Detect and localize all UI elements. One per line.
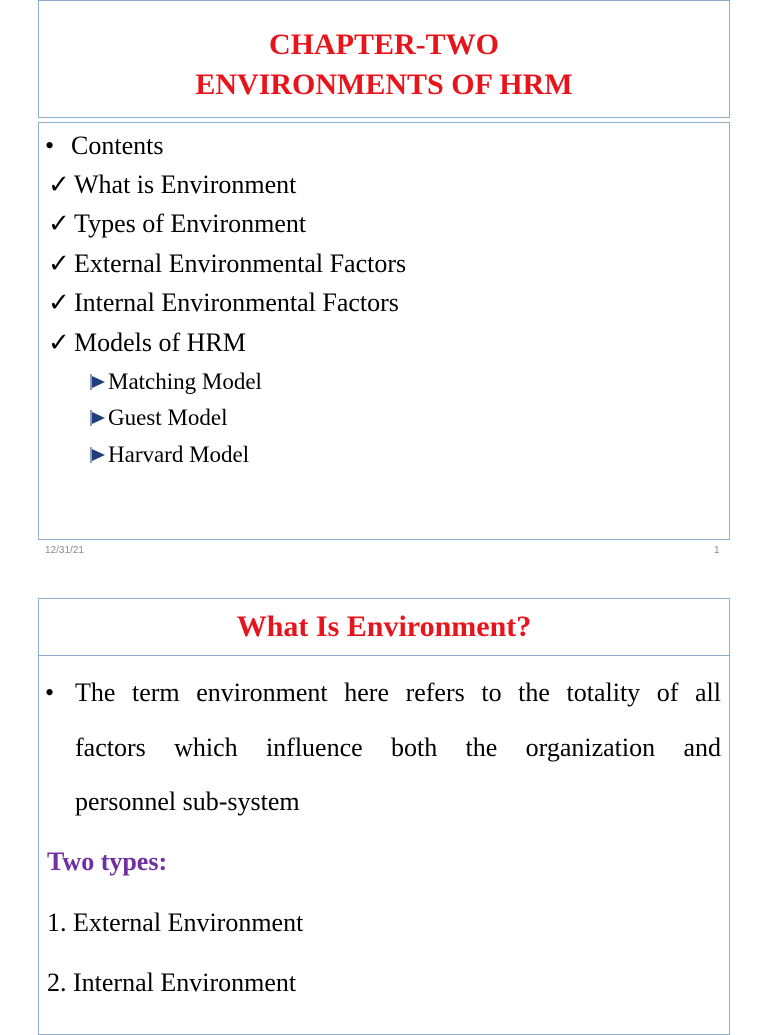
list-item-label: Models of HRM bbox=[74, 328, 246, 357]
arrow-bullet-icon bbox=[89, 373, 106, 391]
list-item-label: What is Environment bbox=[74, 170, 297, 199]
list-item bbox=[48, 249, 406, 279]
list-item bbox=[48, 209, 306, 239]
bullet-icon: • bbox=[45, 678, 55, 707]
slide1-title bbox=[39, 25, 729, 105]
numbered-item: 1. External Environment bbox=[47, 908, 304, 937]
paragraph-line: personnel sub-system bbox=[75, 787, 300, 816]
sub-list-item-label: Matching Model bbox=[108, 369, 262, 394]
slide2-title: What Is Environment? bbox=[236, 610, 532, 643]
sub-list-item-label: Guest Model bbox=[108, 405, 228, 430]
arrow-bullet-icon bbox=[89, 446, 106, 464]
bullet-icon: • bbox=[45, 131, 55, 160]
list-item bbox=[48, 170, 296, 200]
paragraph-line: factors which influence both the organization and bbox=[75, 733, 721, 762]
contents-heading bbox=[45, 131, 163, 161]
list-item-label: Internal Environmental Factors bbox=[74, 288, 399, 317]
two-types-heading: Two types: bbox=[47, 847, 168, 876]
slide-number: 1 bbox=[714, 545, 720, 556]
checkmark-icon: ✓ bbox=[48, 170, 70, 199]
arrow-bullet-icon bbox=[89, 409, 106, 427]
checkmark-icon: ✓ bbox=[48, 249, 70, 278]
list-item-label: External Environmental Factors bbox=[74, 249, 407, 278]
contents-label: Contents bbox=[71, 131, 164, 160]
checkmark-icon: ✓ bbox=[48, 288, 70, 317]
slide1-title-box bbox=[38, 0, 730, 118]
sub-list-item bbox=[89, 368, 262, 396]
numbered-item: 2. Internal Environment bbox=[47, 968, 297, 997]
sub-list-item-label: Harvard Model bbox=[108, 442, 250, 467]
list-item-label: Types of Environment bbox=[74, 209, 307, 238]
slide1-title-line1: CHAPTER-TWO bbox=[268, 28, 499, 61]
checkmark-icon: ✓ bbox=[48, 209, 70, 238]
list-item bbox=[48, 328, 246, 358]
slide1-title-line2: ENVIRONMENTS OF HRM bbox=[195, 68, 573, 101]
paragraph-line: The term environment here refers to the totality of all bbox=[75, 678, 721, 707]
sub-list-item bbox=[89, 404, 227, 432]
slide-date: 12/31/21 bbox=[45, 545, 84, 556]
list-item bbox=[48, 288, 399, 318]
slide2-title-box bbox=[38, 598, 730, 656]
checkmark-icon: ✓ bbox=[48, 328, 70, 357]
sub-list-item bbox=[89, 441, 249, 469]
